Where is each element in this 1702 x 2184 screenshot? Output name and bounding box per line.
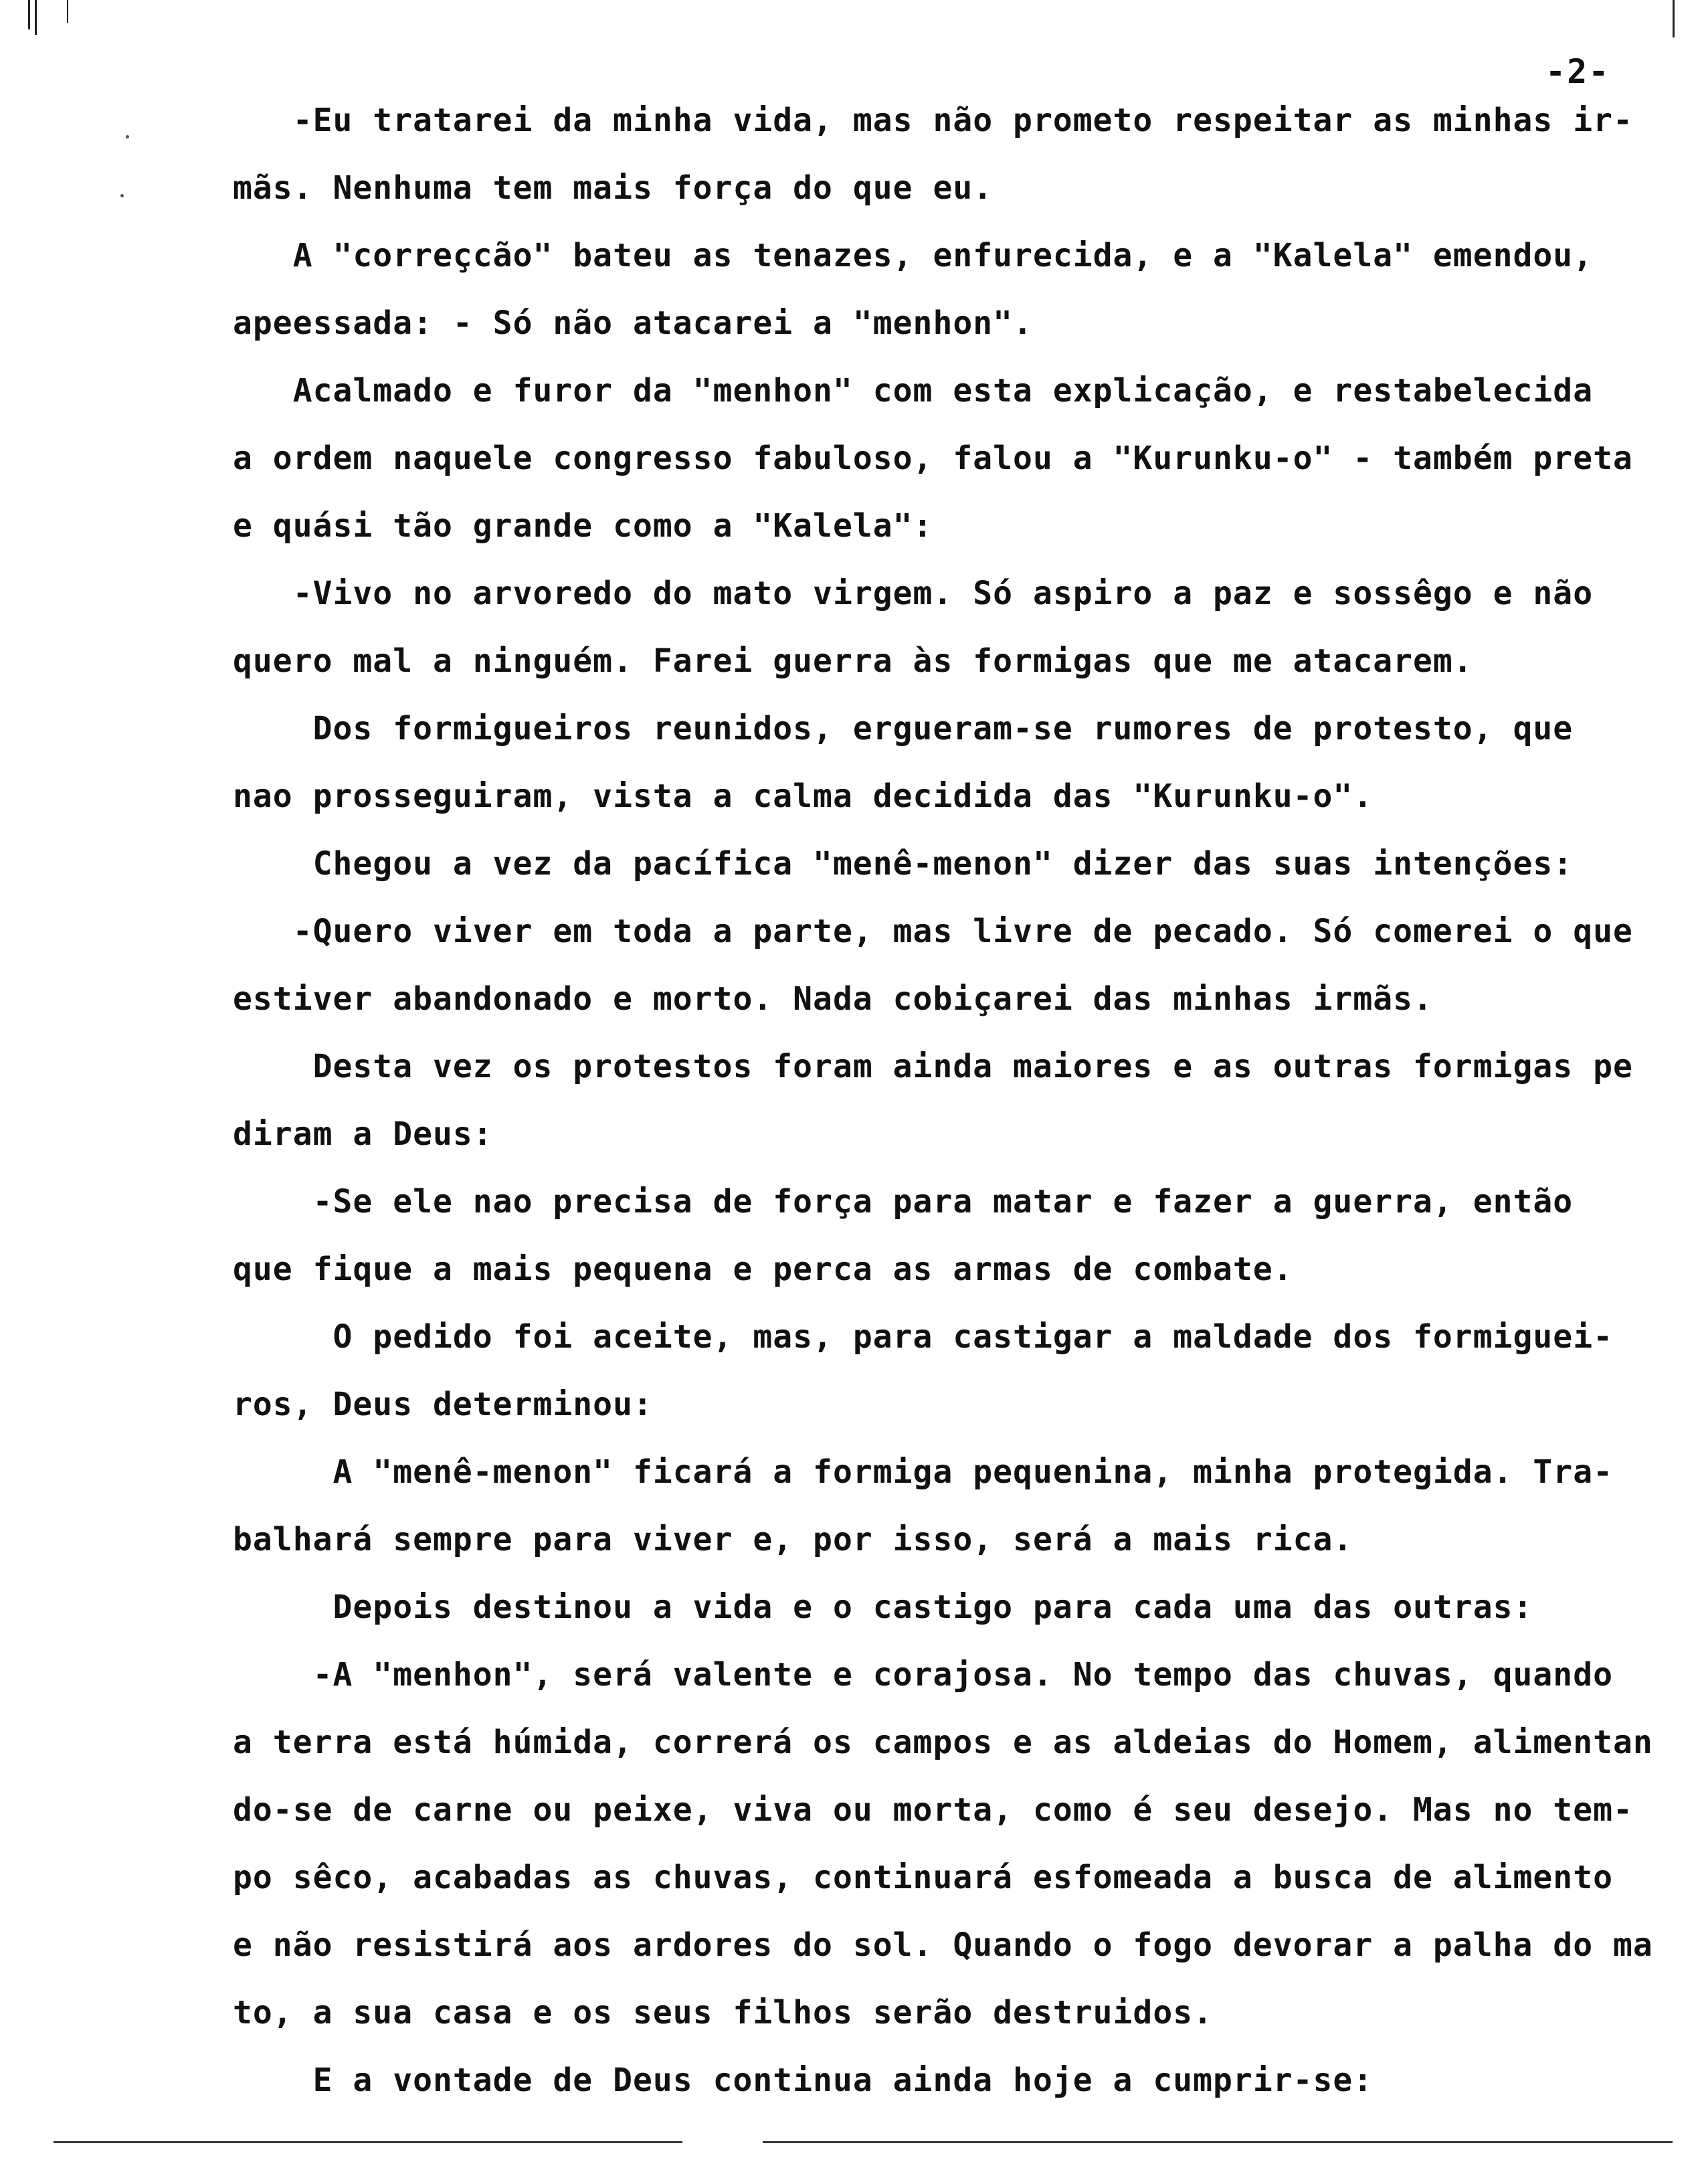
text-line: estiver abandonado e morto. Nada cobiçarei das minhas irmãs. [233,980,1433,1018]
text-line: nao prosseguiram, vista a calma decidida das "Kurunku-o". [233,778,1374,815]
scan-speck [120,194,124,197]
text-line: e quási tão grande como a "Kalela": [233,507,933,545]
text-line: mãs. Nenhuma tem mais força do que eu. [233,169,994,207]
text-line: do-se de carne ou peixe, viva ou morta, como é seu desejo. Mas no tem- [233,1791,1633,1829]
text-line: a terra está húmida, correrá os campos e as aldeias do Homem, alimentan [233,1724,1653,1761]
text-line: balhará sempre para viver e, por isso, será a mais rica. [233,1521,1353,1558]
text-line: E a vontade de Deus continua ainda hoje a cumprir-se: [233,2062,1374,2099]
page-number: -2- [1545,52,1610,91]
text-line: -Quero viver em toda a parte, mas livre de pecado. Só comerei o que [233,913,1633,950]
text-line: O pedido foi aceite, mas, para castigar a maldade dos formiguei- [233,1318,1613,1356]
text-line: Acalmado e furor da "menhon" com esta explicação, e restabelecida [233,372,1594,410]
text-line: Dos formigueiros reunidos, ergueram-se rumores de protesto, que [233,710,1574,747]
text-line: -Eu tratarei da minha vida, mas não prometo respeitar as minhas ir- [233,102,1633,139]
text-line: Chegou a vez da pacífica "menê-menon" dizer das suas intenções: [233,845,1574,883]
scan-edge-mark [67,0,68,23]
text-line: que fique a mais pequena e perca as armas de combate. [233,1251,1293,1288]
scan-edge-mark [1673,0,1675,37]
scan-speck [126,135,129,139]
text-line: ros, Deus determinou: [233,1386,653,1423]
text-line: A "menê-menon" ficará a formiga pequenina, minha protegida. Tra- [233,1453,1613,1491]
text-line: diram a Deus: [233,1115,493,1153]
text-line: -Se ele nao precisa de força para matar e fazer a guerra, então [233,1183,1574,1220]
text-line: apeessada: - Só não atacarei a "menhon". [233,304,1033,342]
text-line: quero mal a ninguém. Farei guerra às formigas que me atacarem. [233,642,1473,680]
bottom-rule [54,2141,682,2143]
text-line: Desta vez os protestos foram ainda maiores e as outras formigas pe [233,1048,1633,1085]
text-line: -A "menhon", será valente e corajosa. No tempo das chuvas, quando [233,1656,1613,1694]
text-line: po sêco, acabadas as chuvas, continuará esfomeada a busca de alimento [233,1859,1613,1896]
text-line: -Vivo no arvoredo do mato virgem. Só aspiro a paz e sossêgo e não [233,575,1594,612]
bottom-rule [763,2141,1673,2143]
text-line: e não resistirá aos ardores do sol. Quando o fogo devorar a palha do ma [233,1926,1653,1964]
text-line: A "correçcão" bateu as tenazes, enfurecida, e a "Kalela" emendou, [233,237,1594,274]
scan-edge-mark [35,0,37,35]
body-text [233,87,1685,2114]
text-line: Depois destinou a vida e o castigo para cada uma das outras: [233,1588,1533,1626]
text-line: to, a sua casa e os seus filhos serão destruidos. [233,1994,1214,2031]
text-line: a ordem naquele congresso fabuloso, falou a "Kurunku-o" - também preta [233,440,1633,477]
scan-edge-mark [28,0,30,29]
